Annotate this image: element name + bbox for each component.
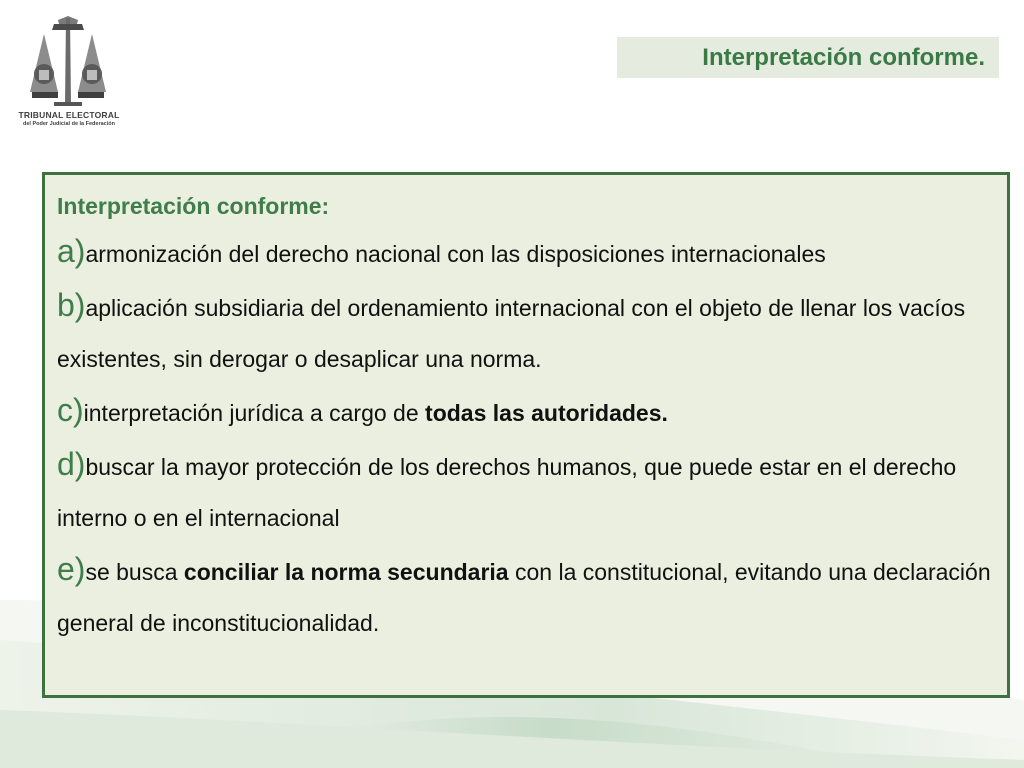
slide-title-box	[617, 37, 999, 78]
item-text: armonización del derecho nacional con las disposiciones internacionales	[85, 241, 826, 267]
item-text: buscar la mayor protección de los derechos humanos, que puede estar en el derecho interno o en el internacional	[57, 454, 957, 531]
item-letter: c)	[57, 392, 84, 428]
logo-subtitle: del Poder Judicial de la Federación	[22, 121, 115, 127]
slide-title: Interpretación conforme.	[702, 43, 985, 71]
item-text: interpretación jurídica a cargo de	[83, 400, 426, 426]
item-text: aplicación subsidiaria del ordenamiento internacional con el objeto de llenar los vacíos existentes, sin derogar o desaplicar una norma.	[57, 295, 966, 372]
scales-of-justice-icon	[14, 14, 124, 109]
item-emphasis: todas las autoridades.	[425, 400, 668, 426]
content-heading: Interpretación conforme:	[57, 193, 330, 219]
list-item-c	[57, 385, 995, 439]
item-text: con la constitucional, evitando una declaración general de inconstitucionalidad.	[57, 559, 991, 636]
list-item-b	[57, 280, 995, 385]
item-emphasis: conciliar la norma secundaria	[183, 559, 509, 585]
item-letter: e)	[57, 551, 86, 587]
logo-title: TRIBUNAL ELECTORAL	[18, 110, 120, 120]
item-letter: b)	[57, 287, 86, 323]
item-letter: d)	[57, 446, 86, 482]
list-item-e	[57, 544, 995, 649]
item-text: se busca	[85, 559, 184, 585]
item-letter: a)	[57, 233, 86, 269]
list-item-a	[57, 226, 995, 280]
content-box	[42, 172, 1010, 698]
list-item-d	[57, 439, 995, 544]
logo	[14, 14, 124, 132]
